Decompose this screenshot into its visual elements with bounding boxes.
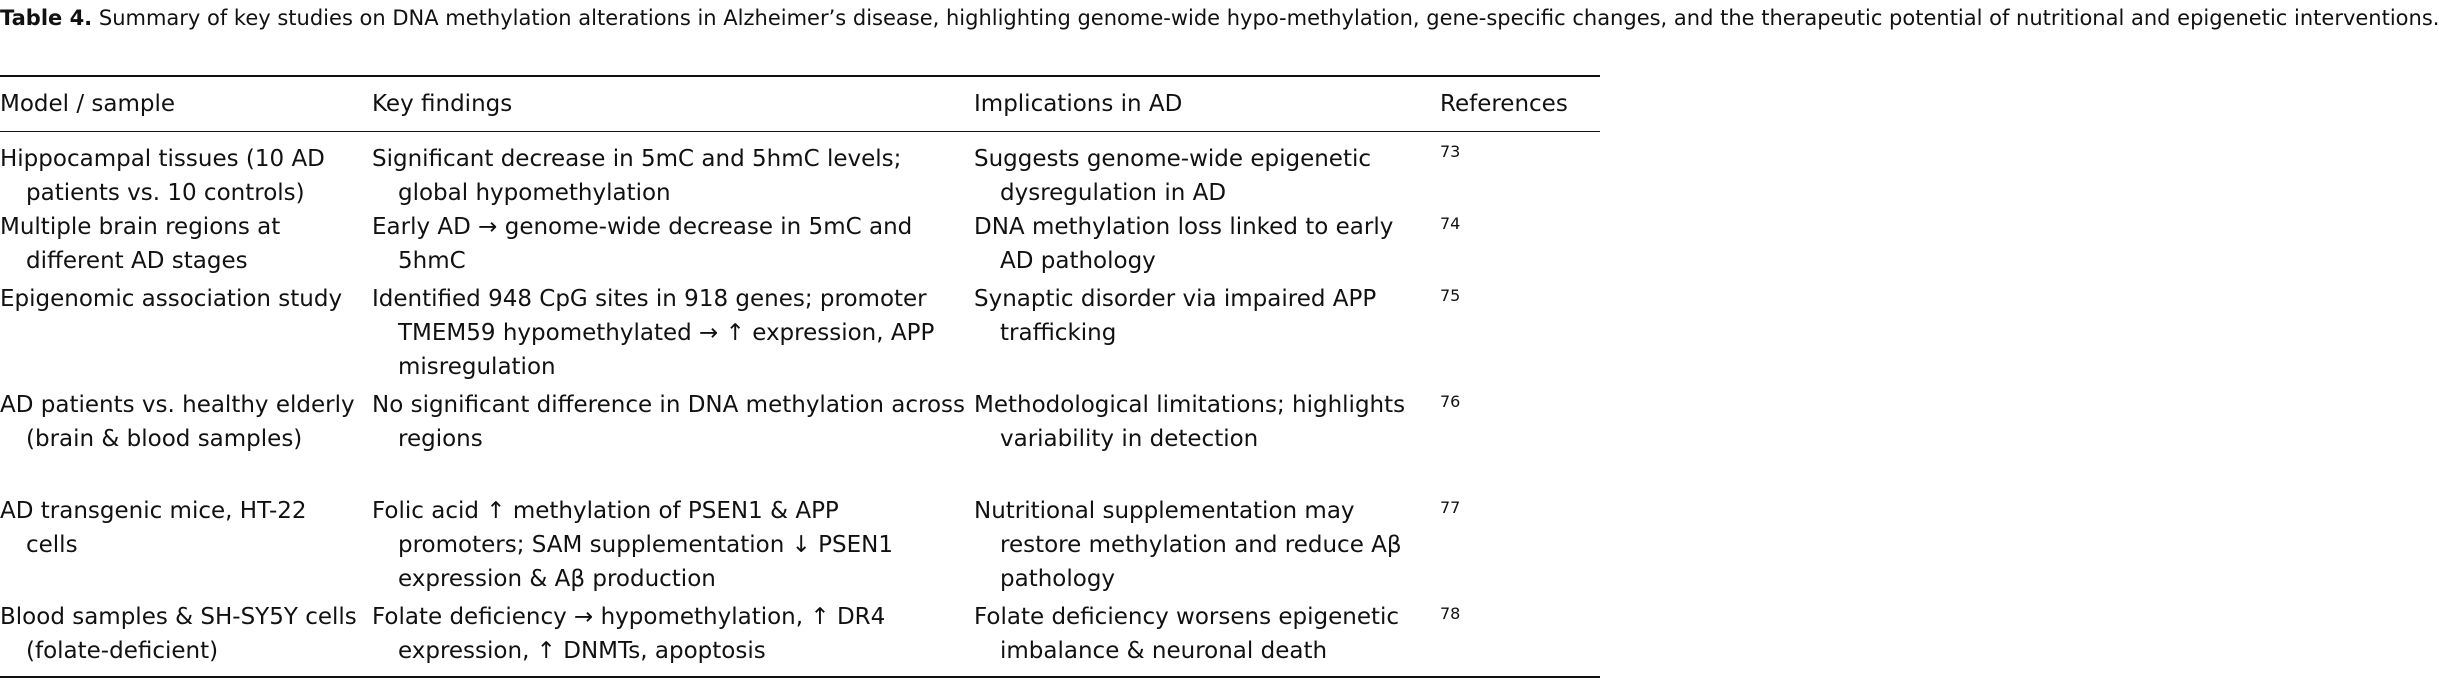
cell-implications: Suggests genome-wide epigenetic dysregulation in AD [974,146,1372,206]
cell-model: Multiple brain regions at different AD stages [0,214,281,274]
cell-implications: Folate deficiency worsens epigenetic imbalance & neuronal death [974,600,1440,677]
header-implications: Implications in AD [974,91,1183,117]
table-caption-text: Summary of key studies on DNA methylation alterations in Alzheimer’s disease, highlighting genome-wide hypo-methylation, gene-specific changes, and the therapeutic potential of nutritional and epigenetic interventions. [98,6,2439,30]
table-header-row [0,76,1600,132]
cell-reference: 74 [1440,214,1461,233]
cell-reference: 75 [1440,286,1461,305]
table-row [0,600,1600,677]
cell-reference: 78 [1440,600,1600,677]
cell-model: AD transgenic mice, HT-22 cells [0,498,307,558]
cell-implications: Nutritional supplementation may restore methylation and reduce Aβ pathology [974,498,1402,592]
table-row [0,282,1600,388]
cell-implications: DNA methylation loss linked to early AD pathology [974,214,1394,274]
cell-implications: Methodological limitations; highlights variability in detection [974,392,1406,452]
table-row [0,132,1600,211]
header-model-sample: Model / sample [0,91,176,117]
cell-findings: Early AD → genome-wide decrease in 5mC and 5hmC [372,214,913,274]
studies-table [0,75,1600,678]
cell-findings: Folate deficiency → hypomethylation, ↑ DR4 expression, ↑ DNMTs, apoptosis [372,600,974,677]
cell-reference: 73 [1440,142,1461,161]
cell-findings: No significant difference in DNA methylation across regions [372,392,966,452]
header-references: References [1440,91,1568,117]
header-key-findings: Key findings [372,91,513,117]
cell-reference: 77 [1440,498,1461,517]
table-caption-label: Table 4. [0,6,93,30]
cell-findings: Identified 948 CpG sites in 918 genes; promoter TMEM59 hypomethylated → ↑ expression, APP misregulation [372,286,935,380]
cell-model: AD patients vs. healthy elderly (brain & blood samples) [0,392,355,452]
cell-findings: Folic acid ↑ methylation of PSEN1 & APP promoters; SAM supplementation ↓ PSEN1 expression & Aβ production [372,498,894,592]
cell-implications: Synaptic disorder via impaired APP trafficking [974,286,1377,346]
cell-reference: 76 [1440,392,1461,411]
cell-model: Blood samples & SH-SY5Y cells (folate-deficient) [0,600,372,677]
table-row [0,494,1600,600]
table-caption [0,2,2439,34]
table-row [0,388,1600,494]
cell-model: Epigenomic association study [0,286,343,312]
cell-findings: Significant decrease in 5mC and 5hmC levels; global hypomethylation [372,146,902,206]
cell-model: Hippocampal tissues (10 AD patients vs. 10 controls) [0,146,325,206]
table-row [0,210,1600,282]
